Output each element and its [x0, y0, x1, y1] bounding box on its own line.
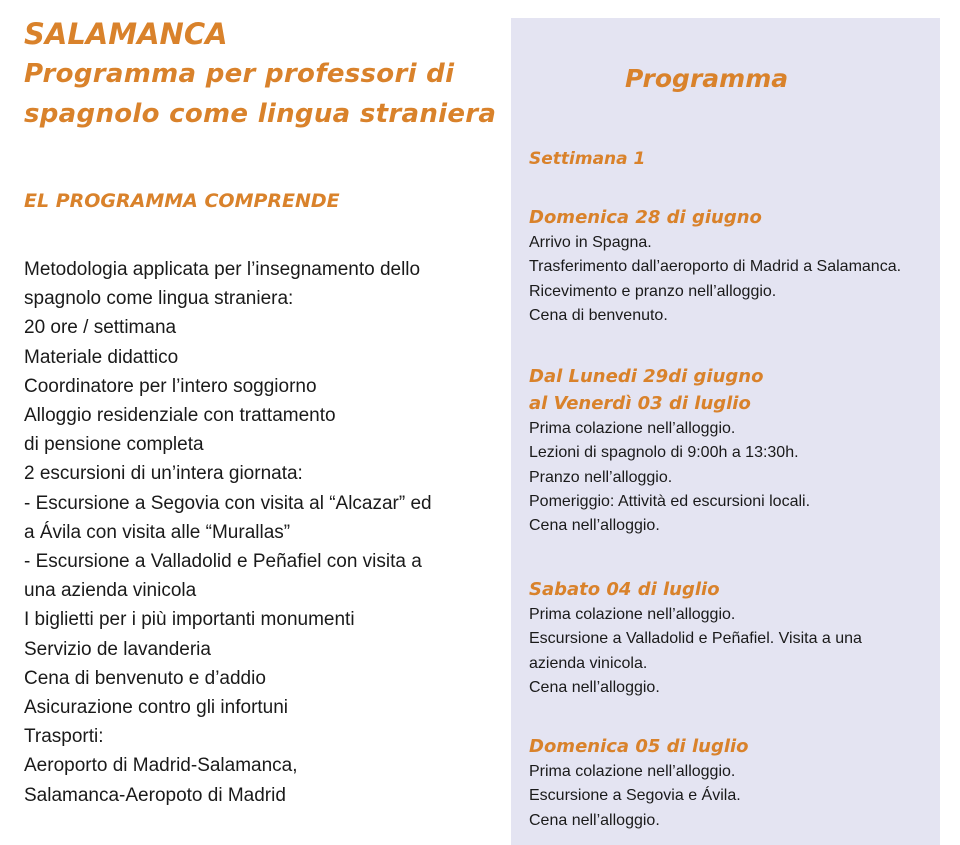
- day-line: Cena di benvenuto.: [529, 306, 668, 324]
- day-lines: [529, 417, 810, 538]
- day-line: Pomeriggio: Attività ed escursioni locali.: [529, 492, 811, 510]
- day-heading-line-2: al Venerdì 03 di luglio: [529, 393, 751, 414]
- includes-item: a Ávila con visita alle “Murallas”: [24, 521, 291, 543]
- day-heading: Dal Lunedi 29di giugno: [529, 366, 764, 387]
- includes-heading: EL PROGRAMMA COMPRENDE: [24, 190, 340, 212]
- day-block-mon-fri: [529, 363, 810, 538]
- day-line: Prima colazione nell’alloggio.: [529, 763, 736, 780]
- day-heading: Domenica 05 di luglio: [529, 736, 749, 757]
- includes-item: Trasporti:: [24, 726, 104, 748]
- includes-item: di pensione completa: [24, 434, 204, 456]
- day-line: Arrivo in Spagna.: [529, 234, 652, 251]
- includes-list: [24, 255, 432, 810]
- includes-item: spagnolo come lingua straniera:: [24, 288, 294, 310]
- day-line: Cena nell’alloggio.: [529, 811, 660, 829]
- title-block: [24, 14, 496, 134]
- day-line: Escursione a Valladolid e Peñafiel. Visita a una: [529, 630, 862, 648]
- day-line: azienda vinicola.: [529, 654, 648, 672]
- day-lines: [529, 231, 901, 328]
- includes-item: una azienda vinicola: [24, 580, 197, 602]
- includes-item: Servizio de lavanderia: [24, 638, 211, 660]
- includes-item: Coordinatore per l’intero soggiorno: [24, 375, 317, 397]
- day-heading: Sabato 04 di luglio: [529, 579, 720, 600]
- day-lines: [529, 603, 862, 700]
- day-line: Lezioni di spagnolo di 9:00h a 13:30h.: [529, 444, 799, 462]
- includes-item: Materiale didattico: [24, 346, 179, 368]
- day-block-saturday-04: [529, 576, 862, 700]
- subtitle-line-1: Programma per professori di: [24, 59, 455, 89]
- day-line: Cena nell’alloggio.: [529, 678, 660, 696]
- day-lines: [529, 760, 749, 833]
- includes-item: I biglietti per i più importanti monumenti: [24, 609, 355, 631]
- day-line: Cena nell’alloggio.: [529, 517, 660, 535]
- day-line: Ricevimento e pranzo nell’alloggio.: [529, 282, 777, 300]
- day-line: Pranzo nell’alloggio.: [529, 468, 673, 486]
- day-block-sunday-05: [529, 733, 749, 833]
- page-title: SALAMANCA: [24, 17, 228, 51]
- includes-item: Cena di benvenuto e d’addio: [24, 667, 266, 689]
- day-line: Escursione a Segovia e Ávila.: [529, 787, 741, 805]
- day-line: Prima colazione nell’alloggio.: [529, 420, 736, 437]
- day-heading: Domenica 28 di giugno: [529, 207, 762, 228]
- schedule-title: Programma: [625, 64, 789, 93]
- includes-item: Salamanca-Aeropoto di Madrid: [24, 784, 286, 806]
- includes-item: Alloggio residenziale con trattamento: [24, 405, 336, 427]
- subtitle-line-2: spagnolo come lingua straniera: [24, 99, 497, 129]
- includes-item: 20 ore / settimana: [24, 317, 177, 339]
- includes-item: - Escursione a Valladolid e Peñafiel con visita a: [24, 551, 422, 573]
- day-block-sunday-28: [529, 204, 901, 328]
- includes-item: 2 escursioni di un’intera giornata:: [24, 463, 303, 485]
- includes-item: Asicurazione contro gli infortuni: [24, 697, 289, 719]
- day-line: Trasferimento dall’aeroporto di Madrid a Salamanca.: [529, 258, 902, 276]
- includes-item: - Escursione a Segovia con visita al “Alcazar” ed: [24, 492, 432, 514]
- day-line: Prima colazione nell’alloggio.: [529, 606, 736, 623]
- schedule-panel: [511, 18, 940, 845]
- week-label: Settimana 1: [529, 149, 646, 169]
- includes-item: Metodologia applicata per l’insegnamento dello: [24, 259, 421, 280]
- includes-item: Aeroporto di Madrid-Salamanca,: [24, 755, 298, 777]
